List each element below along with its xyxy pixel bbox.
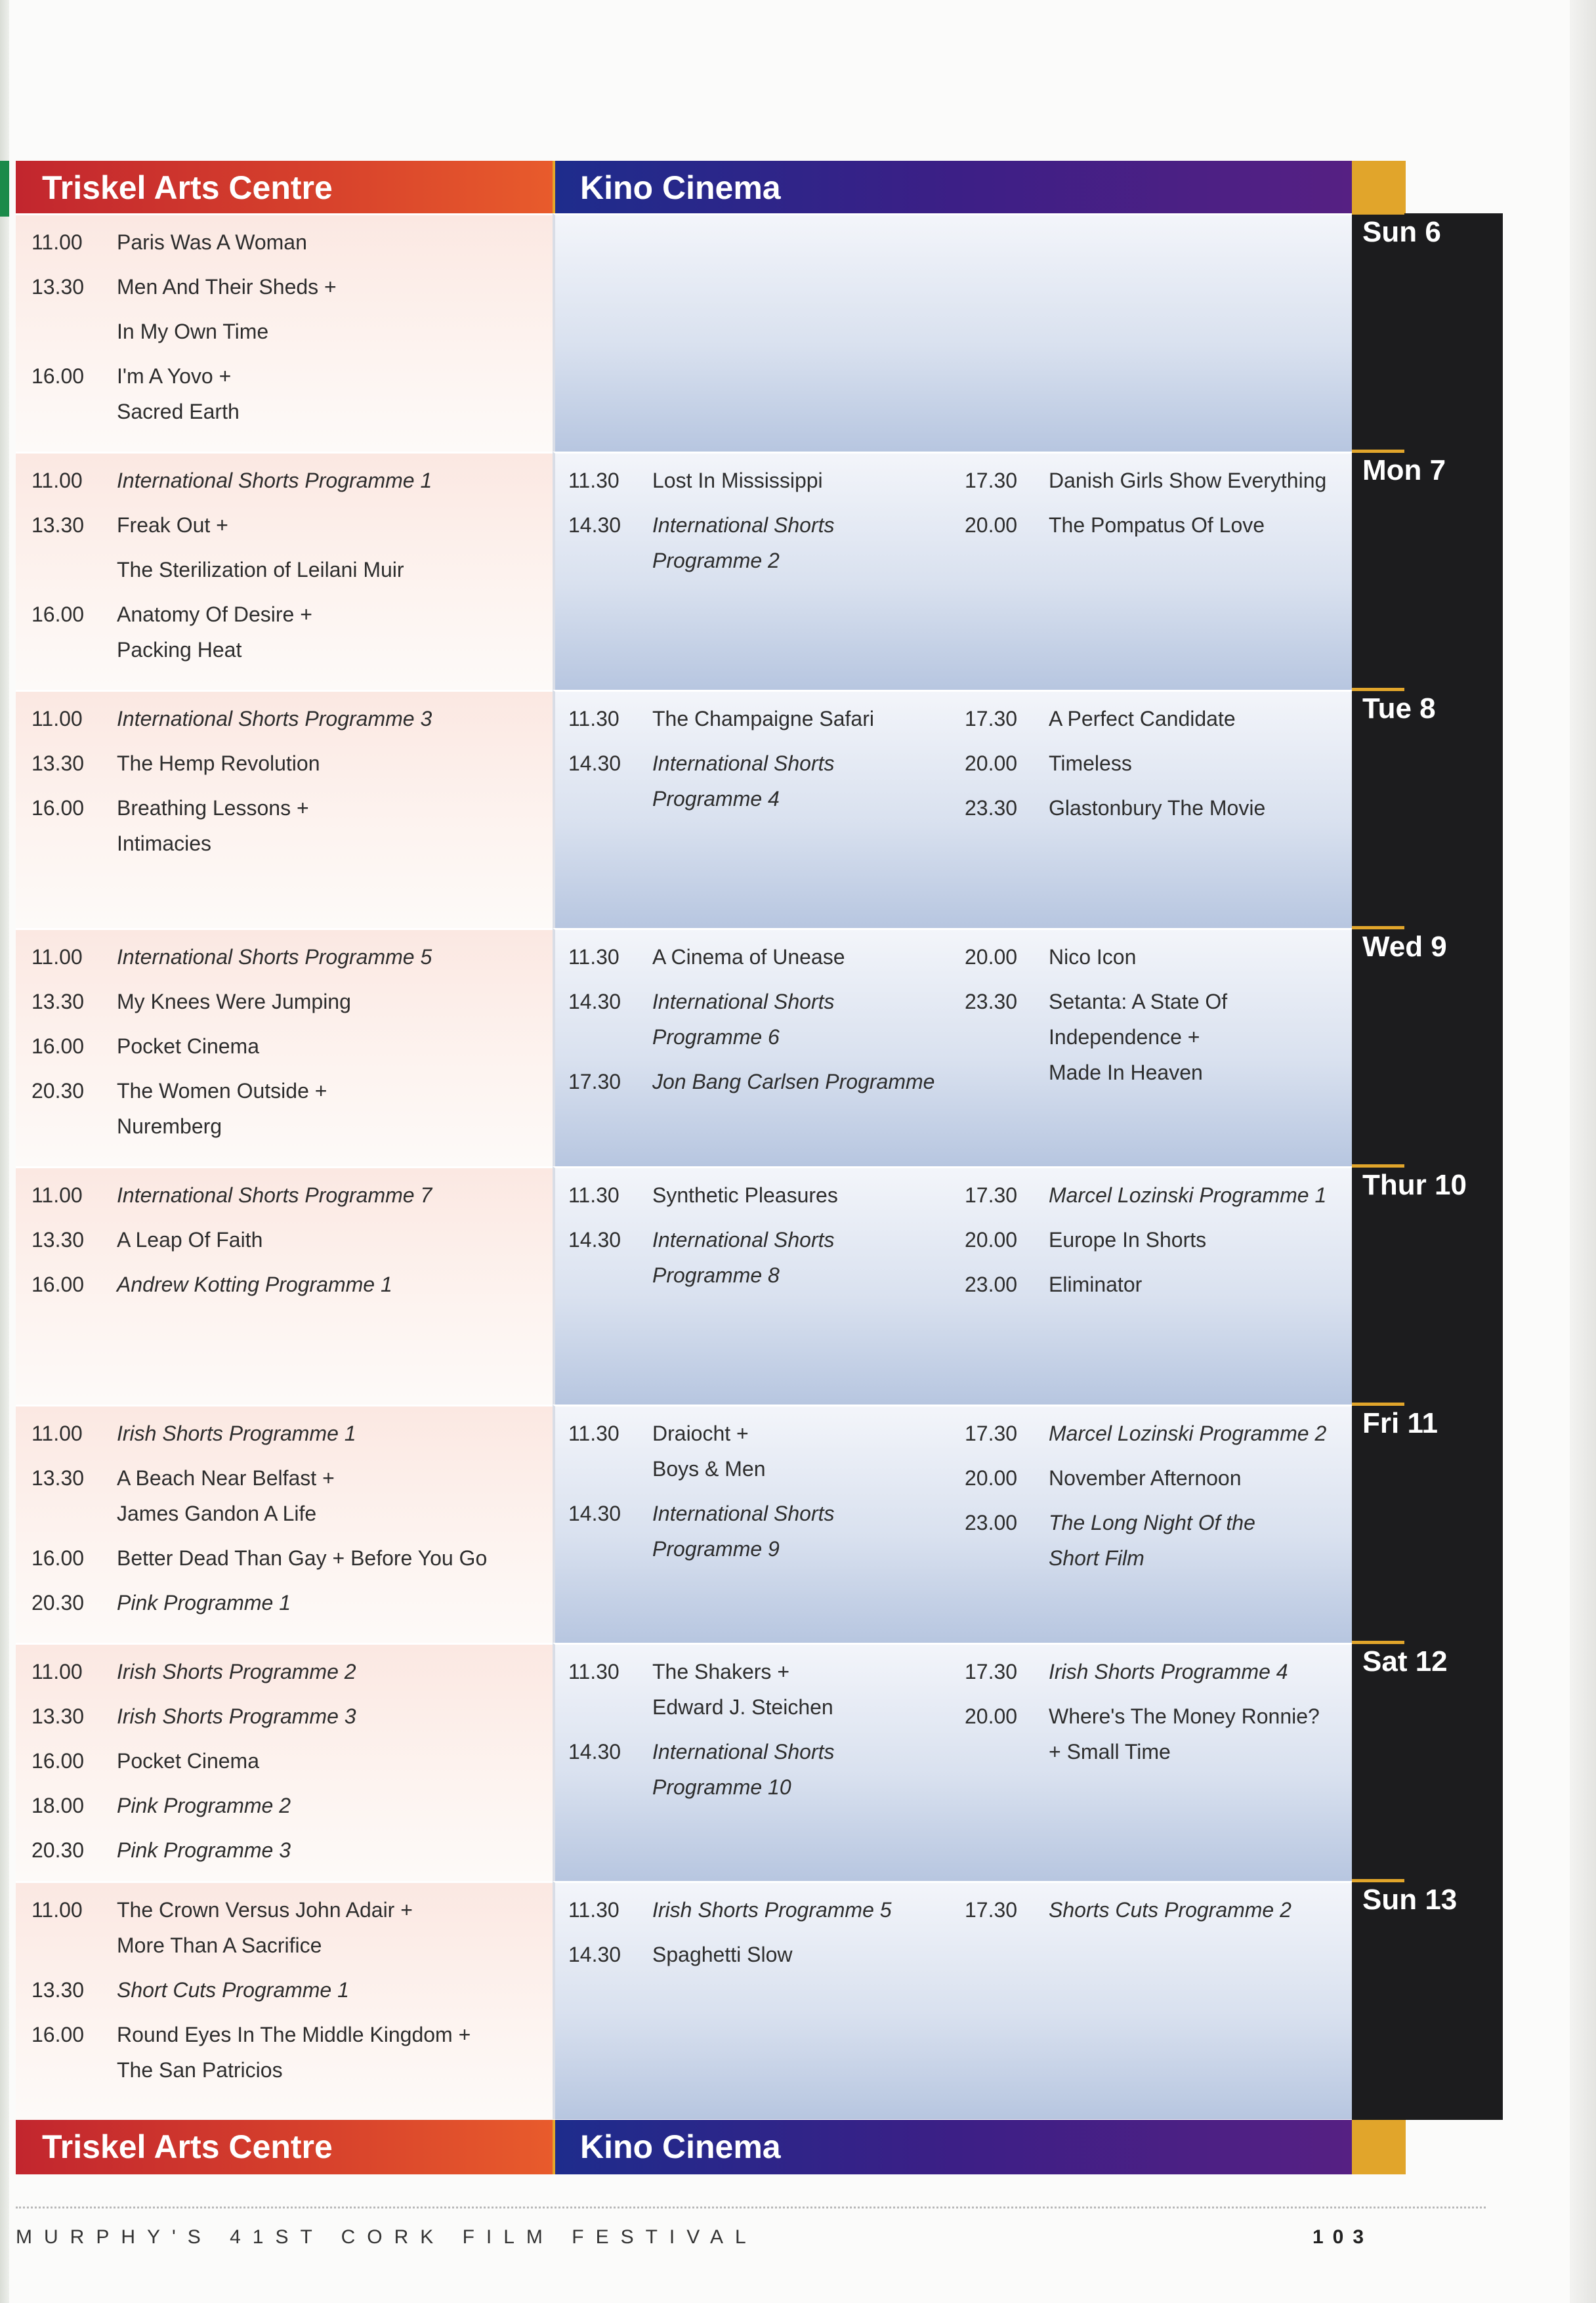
- day-row: [16, 928, 1352, 1166]
- screening-title: International Shorts: [652, 1502, 835, 1525]
- screening-title: Glastonbury The Movie: [1049, 796, 1266, 820]
- screening-title: International Shorts Programme 7: [117, 1183, 432, 1207]
- screening-title: International Shorts: [652, 1228, 835, 1252]
- screening-title: Programme 10: [652, 1775, 791, 1799]
- screening-title: Programme 2: [652, 549, 780, 572]
- screening-title: Programme 8: [652, 1263, 780, 1287]
- screening-time: 23.30: [965, 990, 1018, 1013]
- screening-time: 13.30: [32, 275, 85, 299]
- screening-time: 23.00: [965, 1273, 1018, 1296]
- screening-title: Timeless: [1049, 751, 1132, 775]
- screening-time: 11.00: [32, 707, 83, 730]
- page-number: 103: [1312, 2226, 1374, 2248]
- day-divider: [1352, 211, 1404, 215]
- kino-cell: [553, 1881, 1352, 2119]
- screening-title: Made In Heaven: [1049, 1061, 1203, 1084]
- day-label: Fri 11: [1362, 1407, 1438, 1439]
- header-kino-top: Kino Cinema: [553, 161, 1352, 215]
- screening-time: 20.00: [965, 513, 1018, 537]
- screening-title: International Shorts: [652, 751, 835, 775]
- screening-time: 11.00: [32, 945, 83, 969]
- screening-time: 16.00: [32, 796, 85, 820]
- screening-title: Pink Programme 2: [117, 1794, 291, 1817]
- day-label: Thur 10: [1362, 1169, 1467, 1201]
- screening-title: The Long Night Of the: [1049, 1511, 1255, 1534]
- triskel-cell: [16, 1166, 553, 1405]
- screening-time: 16.00: [32, 1273, 85, 1296]
- header-triskel-bottom: Triskel Arts Centre: [16, 2120, 553, 2174]
- screening-title: A Leap Of Faith: [117, 1228, 263, 1252]
- screening-time: 20.00: [965, 945, 1018, 969]
- footer-gold-block: [1352, 2120, 1406, 2174]
- screening-title: Irish Shorts Programme 3: [117, 1704, 356, 1728]
- screening-time: 17.30: [965, 1898, 1018, 1922]
- day-label: Sat 12: [1362, 1645, 1448, 1678]
- day-row: [16, 690, 1352, 928]
- screening-title: Eliminator: [1049, 1273, 1143, 1296]
- kino-cell: [553, 213, 1352, 452]
- screening-title: Short Cuts Programme 1: [117, 1978, 349, 2002]
- header-triskel-top: Triskel Arts Centre: [16, 161, 553, 215]
- kino-cell: [553, 690, 1352, 928]
- triskel-cell: [16, 452, 553, 690]
- screening-title: Nuremberg: [117, 1114, 222, 1138]
- screening-title: Setanta: A State Of: [1049, 990, 1228, 1013]
- screening-time: 11.30: [568, 707, 620, 730]
- day-row: [16, 1643, 1352, 1881]
- screening-time: 23.30: [965, 796, 1018, 820]
- screening-title: International Shorts Programme 3: [117, 707, 432, 730]
- screening-time: 13.30: [32, 1228, 85, 1252]
- screening-time: 11.30: [568, 945, 620, 969]
- day-row: [16, 1881, 1352, 2119]
- screening-title: Jon Bang Carlsen Programme: [652, 1070, 935, 1093]
- day-divider: [1352, 450, 1404, 453]
- screening-title: Edward J. Steichen: [652, 1695, 833, 1719]
- screening-title: Round Eyes In The Middle Kingdom +: [117, 2023, 471, 2046]
- screening-time: 17.30: [965, 707, 1018, 730]
- day-row: [16, 1166, 1352, 1405]
- day-divider: [1352, 1641, 1404, 1644]
- page-edge-right: [1570, 0, 1596, 2303]
- screening-title: Shorts Cuts Programme 2: [1049, 1898, 1292, 1922]
- screening-time: 20.00: [965, 751, 1018, 775]
- screening-title: Intimacies: [117, 832, 212, 855]
- day-label: Tue 8: [1362, 692, 1436, 725]
- screening-title: International Shorts Programme 5: [117, 945, 432, 969]
- screening-time: 17.30: [965, 469, 1018, 492]
- screening-title: Programme 9: [652, 1537, 780, 1561]
- screening-time: 20.00: [965, 1466, 1018, 1490]
- screening-title: Pocket Cinema: [117, 1034, 259, 1058]
- screening-title: The Champaigne Safari: [652, 707, 874, 730]
- day-divider: [1352, 1879, 1404, 1882]
- screening-time: 16.00: [32, 1749, 85, 1773]
- screening-title: Irish Shorts Programme 1: [117, 1422, 356, 1445]
- day-row: [16, 213, 1352, 452]
- screening-title: International Shorts: [652, 990, 835, 1013]
- screening-title: Better Dead Than Gay + Before You Go: [117, 1546, 488, 1570]
- screening-title: Danish Girls Show Everything: [1049, 469, 1327, 492]
- screening-title: The Crown Versus John Adair +: [117, 1898, 413, 1922]
- kino-cell: [553, 1643, 1352, 1881]
- screening-time: 20.30: [32, 1838, 85, 1862]
- screening-title: Sacred Earth: [117, 400, 240, 423]
- screening-title: Irish Shorts Programme 4: [1049, 1660, 1288, 1683]
- screening-title: International Shorts Programme 1: [117, 469, 432, 492]
- screening-time: 18.00: [32, 1794, 85, 1817]
- screening-time: 16.00: [32, 602, 85, 626]
- screening-time: 20.30: [32, 1079, 85, 1103]
- screening-title: International Shorts: [652, 513, 835, 537]
- screening-title: The Shakers +: [652, 1660, 789, 1683]
- day-divider: [1352, 688, 1404, 691]
- screening-time: 23.00: [965, 1511, 1018, 1534]
- screening-time: 20.00: [965, 1228, 1018, 1252]
- screening-time: 14.30: [568, 1740, 621, 1764]
- screening-time: 20.30: [32, 1591, 85, 1615]
- screening-title: Andrew Kotting Programme 1: [117, 1273, 392, 1296]
- screening-title: Men And Their Sheds +: [117, 275, 337, 299]
- screening-time: 16.00: [32, 1034, 85, 1058]
- screening-time: 13.30: [32, 751, 85, 775]
- screening-time: 13.30: [32, 990, 85, 1013]
- triskel-cell: [16, 1405, 553, 1643]
- festival-name: MURPHY'S 41ST CORK FILM FESTIVAL: [16, 2226, 758, 2248]
- screening-title: I'm A Yovo +: [117, 364, 232, 388]
- screening-time: 14.30: [568, 751, 621, 775]
- screening-time: 11.00: [32, 1183, 83, 1207]
- screening-title: Paris Was A Woman: [117, 230, 307, 254]
- screening-time: 13.30: [32, 1704, 85, 1728]
- screening-title: Marcel Lozinski Programme 1: [1049, 1183, 1327, 1207]
- header-gold-block: [1352, 161, 1406, 215]
- screening-time: 14.30: [568, 1943, 621, 1966]
- screening-time: 11.30: [568, 1183, 620, 1207]
- day-label: Sun 6: [1362, 216, 1441, 248]
- screening-time: 17.30: [965, 1422, 1018, 1445]
- day-row: [16, 452, 1352, 690]
- day-divider: [1352, 926, 1404, 929]
- screening-title: International Shorts: [652, 1740, 835, 1764]
- screening-title: The Pompatus Of Love: [1049, 513, 1265, 537]
- kino-cell: [553, 452, 1352, 690]
- triskel-cell: [16, 213, 553, 452]
- screening-time: 11.00: [32, 1660, 83, 1683]
- screening-time: 14.30: [568, 1502, 621, 1525]
- screening-time: 11.30: [568, 1660, 620, 1683]
- screening-title: Irish Shorts Programme 5: [652, 1898, 892, 1922]
- screening-title: More Than A Sacrifice: [117, 1933, 322, 1957]
- screening-title: Independence +: [1049, 1025, 1200, 1049]
- footer-divider: [16, 2207, 1486, 2208]
- day-divider: [1352, 1164, 1404, 1168]
- screening-title: Spaghetti Slow: [652, 1943, 793, 1966]
- screening-time: 13.30: [32, 1978, 85, 2002]
- screening-title: Boys & Men: [652, 1457, 766, 1481]
- screening-title: The San Patricios: [117, 2058, 283, 2082]
- screening-time: 16.00: [32, 1546, 85, 1570]
- screening-title: Pink Programme 1: [117, 1591, 291, 1615]
- screening-title: James Gandon A Life: [117, 1502, 317, 1525]
- screening-time: 20.00: [965, 1704, 1018, 1728]
- kino-cell: [553, 928, 1352, 1166]
- screening-time: 13.30: [32, 513, 85, 537]
- screening-time: 14.30: [568, 990, 621, 1013]
- screening-title: My Knees Were Jumping: [117, 990, 351, 1013]
- screening-title: November Afternoon: [1049, 1466, 1242, 1490]
- day-row: [16, 1405, 1352, 1643]
- screening-title: A Cinema of Unease: [652, 945, 845, 969]
- screening-title: Europe In Shorts: [1049, 1228, 1207, 1252]
- screening-time: 11.00: [32, 1422, 83, 1445]
- screening-title: Marcel Lozinski Programme 2: [1049, 1422, 1327, 1445]
- screening-title: The Hemp Revolution: [117, 751, 320, 775]
- screening-time: 11.00: [32, 230, 83, 254]
- screening-time: 11.30: [568, 1898, 620, 1922]
- screening-title: Pocket Cinema: [117, 1749, 259, 1773]
- day-divider: [1352, 1403, 1404, 1406]
- screening-title: Packing Heat: [117, 638, 242, 662]
- screening-title: A Perfect Candidate: [1049, 707, 1236, 730]
- screening-title: Programme 6: [652, 1025, 780, 1049]
- screening-title: Draiocht +: [652, 1422, 749, 1445]
- screening-time: 16.00: [32, 364, 85, 388]
- triskel-cell: [16, 1643, 553, 1881]
- page-edge-left: [0, 0, 9, 2303]
- screening-title: Synthetic Pleasures: [652, 1183, 838, 1207]
- screening-title: Breathing Lessons +: [117, 796, 309, 820]
- screening-title: Lost In Mississippi: [652, 469, 823, 492]
- screening-time: 13.30: [32, 1466, 85, 1490]
- screening-title: Anatomy Of Desire +: [117, 602, 312, 626]
- triskel-cell: [16, 690, 553, 928]
- screening-title: Pink Programme 3: [117, 1838, 291, 1862]
- day-label: Sun 13: [1362, 1884, 1458, 1916]
- screening-time: 11.00: [32, 469, 83, 492]
- day-label: Wed 9: [1362, 931, 1447, 963]
- screening-title: The Women Outside +: [117, 1079, 327, 1103]
- screening-time: 17.30: [965, 1660, 1018, 1683]
- screening-time: 16.00: [32, 2023, 85, 2046]
- triskel-cell: [16, 928, 553, 1166]
- screening-title: The Sterilization of Leilani Muir: [117, 558, 404, 581]
- screening-time: 11.30: [568, 469, 620, 492]
- screening-title: In My Own Time: [117, 320, 269, 343]
- kino-cell: [553, 1166, 1352, 1405]
- screening-title: Freak Out +: [117, 513, 228, 537]
- edge-tab: [0, 161, 9, 217]
- screening-time: 14.30: [568, 513, 621, 537]
- header-kino-bottom: Kino Cinema: [553, 2120, 1352, 2174]
- screening-time: 11.00: [32, 1898, 83, 1922]
- day-label: Mon 7: [1362, 454, 1446, 486]
- kino-cell: [553, 1405, 1352, 1643]
- screening-title: + Small Time: [1049, 1740, 1171, 1764]
- screening-title: Programme 4: [652, 787, 780, 811]
- screening-title: Where's The Money Ronnie?: [1049, 1704, 1320, 1728]
- screening-title: Irish Shorts Programme 2: [117, 1660, 356, 1683]
- triskel-cell: [16, 1881, 553, 2119]
- screening-time: 17.30: [965, 1183, 1018, 1207]
- screening-title: Short Film: [1049, 1546, 1144, 1570]
- screening-time: 11.30: [568, 1422, 620, 1445]
- screening-title: Nico Icon: [1049, 945, 1137, 969]
- screening-title: A Beach Near Belfast +: [117, 1466, 335, 1490]
- screening-time: 14.30: [568, 1228, 621, 1252]
- screening-time: 17.30: [568, 1070, 621, 1093]
